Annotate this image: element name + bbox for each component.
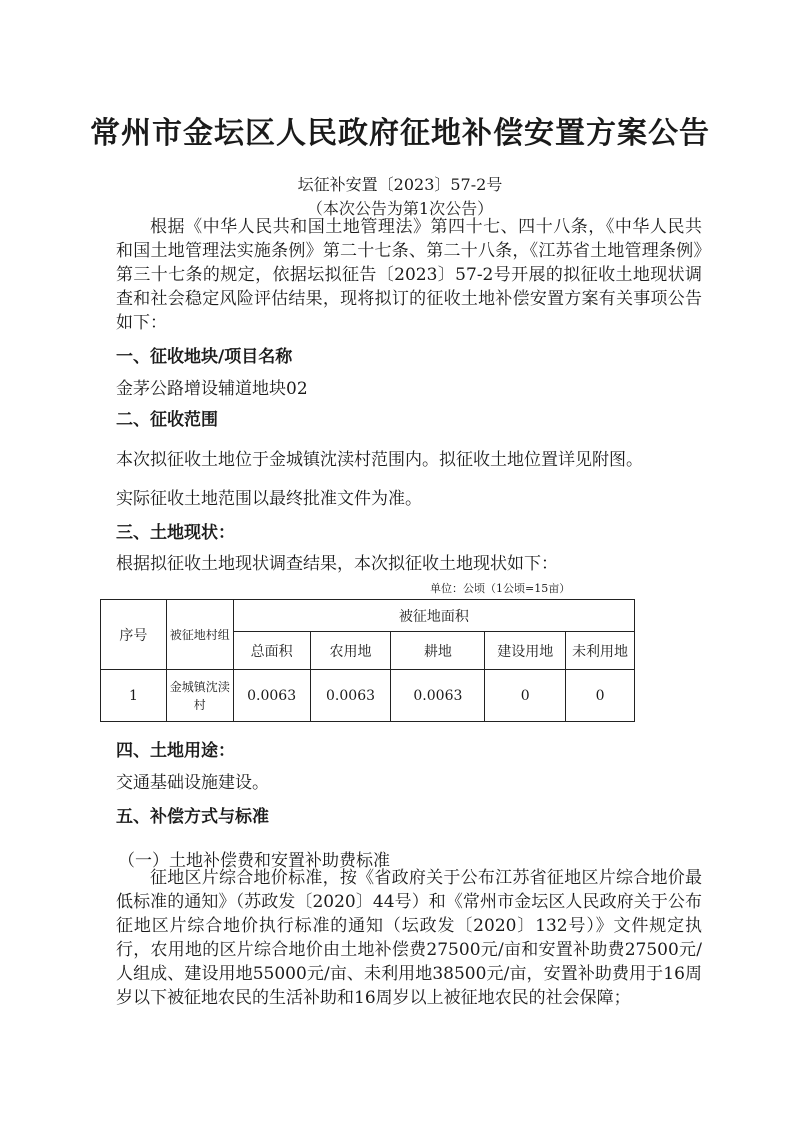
table-unit-note: 单位：公顷（1公顷=15亩） bbox=[430, 582, 571, 595]
cell-total-area: 0.0063 bbox=[233, 670, 310, 722]
header-cultivated: 耕地 bbox=[391, 632, 485, 670]
header-area: 被征地面积 bbox=[233, 600, 634, 632]
table-row bbox=[101, 670, 635, 722]
section-1-heading: 一、征收地块/项目名称 bbox=[116, 347, 293, 367]
section-3-text: 根据拟征收土地现状调查结果，本次拟征收土地现状如下： bbox=[116, 554, 558, 574]
intro-paragraph: 根据《中华人民共和国土地管理法》第四十七、四十八条，《中华人民共和国土地管理法实施条例》第二十七条、第二十八条，《江苏省土地管理条例》第三十七条的规定，依据坛拟征告〔2023〕57-2号开展的拟征收土地现状调查和社会稳定风险评估结果，现将拟订的征收土地补偿安置方案有关事项公告如下： bbox=[116, 217, 702, 333]
land-status-table bbox=[100, 599, 635, 722]
cell-village-group: 金城镇沈渎村 bbox=[166, 670, 233, 722]
cell-construction: 0 bbox=[485, 670, 566, 722]
header-construction: 建设用地 bbox=[485, 632, 566, 670]
section-4-text: 交通基础设施建设。 bbox=[116, 773, 269, 793]
header-total-area: 总面积 bbox=[233, 632, 310, 670]
header-unused: 未利用地 bbox=[566, 632, 635, 670]
header-farmland: 农用地 bbox=[310, 632, 391, 670]
cell-cultivated: 0.0063 bbox=[391, 670, 485, 722]
section-2-text-1: 本次拟征收土地位于金城镇沈渎村范围内。拟征收土地位置详见附图。 bbox=[116, 450, 643, 470]
section-5-paragraph: 征地区片综合地价标准，按《省政府关于公布江苏省征地区片综合地价最低标准的通知》（苏政发〔2020〕44号）和《常州市金坛区人民政府关于公布征地区片综合地价执行标准的通知（坛政发〔2020〕132号）》文件规定执行，农用地的区片综合地价由土地补偿费27500元/亩和安置补助费27500元/人组成、建设用地55000元/亩、未利用地38500元/亩，安置补助费用于16周岁以下被征地农民的生活补助和16周岁以上被征地农民的社会保障； bbox=[116, 868, 702, 1008]
cell-farmland: 0.0063 bbox=[310, 670, 391, 722]
section-2-heading: 二、征收范围 bbox=[116, 410, 218, 430]
page-title: 常州市金坛区人民政府征地补偿安置方案公告 bbox=[90, 116, 710, 151]
cell-seq: 1 bbox=[101, 670, 167, 722]
header-seq: 序号 bbox=[101, 600, 167, 670]
notice-order: （本次公告为第1次公告） bbox=[306, 199, 494, 218]
document-number: 坛征补安置〔2023〕57-2号 bbox=[297, 175, 503, 194]
section-5-heading: 五、补偿方式与标准 bbox=[116, 807, 269, 827]
section-4-heading: 四、土地用途： bbox=[116, 741, 235, 761]
header-village-group: 被征地村组 bbox=[166, 600, 233, 670]
section-5-subheading: （一）土地补偿费和安置补助费标准 bbox=[118, 851, 390, 871]
section-2-text-2: 实际征收土地范围以最终批准文件为准。 bbox=[116, 489, 422, 509]
section-1-text: 金茅公路增设辅道地块02 bbox=[116, 379, 308, 399]
cell-unused: 0 bbox=[566, 670, 635, 722]
section-3-heading: 三、土地现状： bbox=[116, 523, 235, 543]
